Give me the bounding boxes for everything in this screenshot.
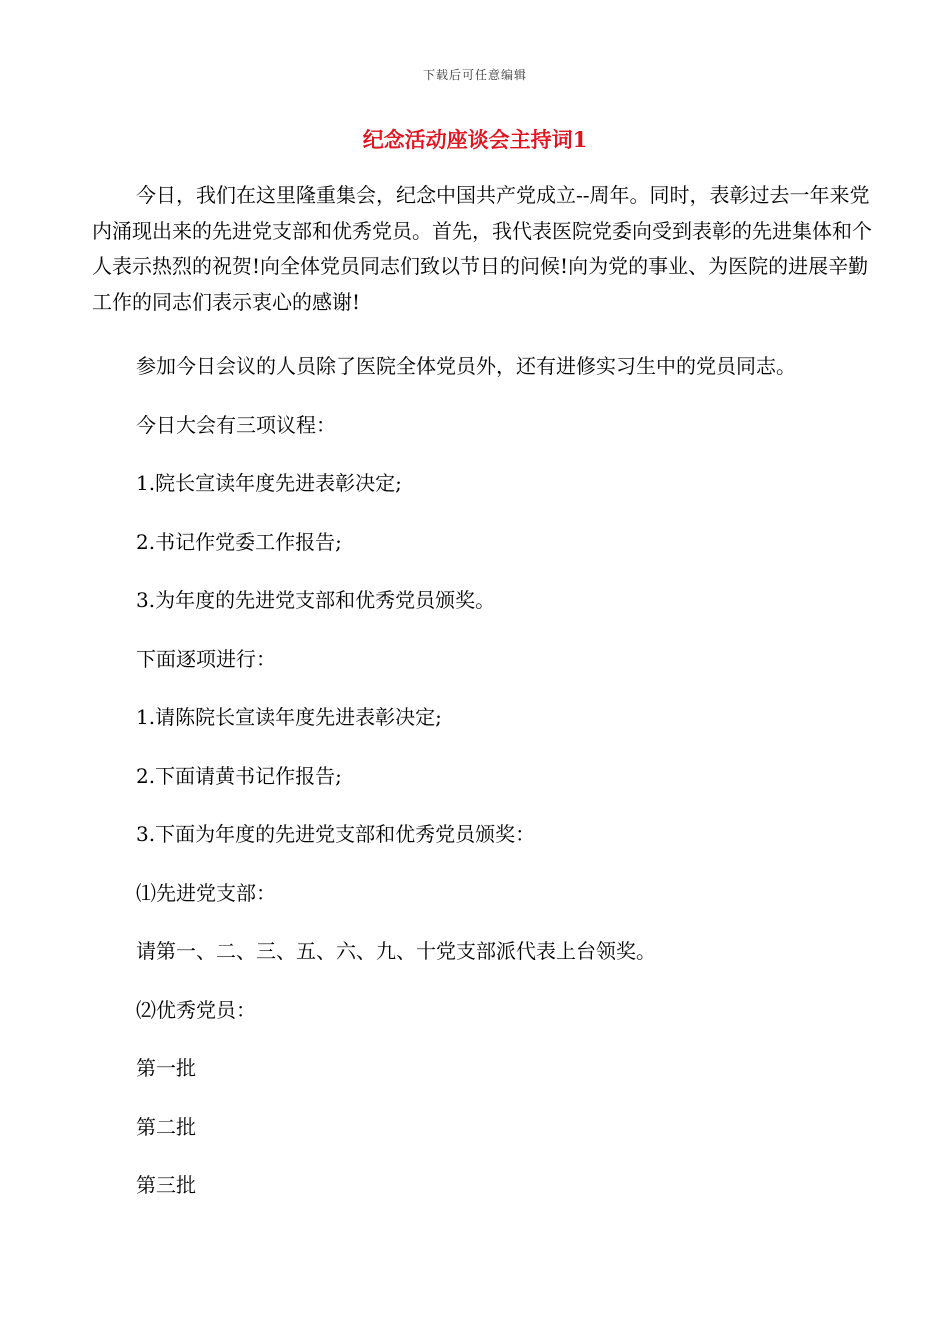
member-heading: ⑵优秀党员： xyxy=(136,998,256,1022)
agenda-item-2: 2.书记作党委工作报告; xyxy=(136,530,342,554)
agenda-item-3: 3.为年度的先进党支部和优秀党员颁奖。 xyxy=(136,588,496,612)
proceed-item-3: 3.下面为年度的先进党支部和优秀党员颁奖： xyxy=(136,822,536,846)
agenda-item-1: 1.院长宣读年度先进表彰决定; xyxy=(136,471,402,495)
batch-3: 第三批 xyxy=(136,1173,196,1197)
document-title: 纪念活动座谈会主持词1 xyxy=(362,127,588,152)
attendees-paragraph: 参加今日会议的人员除了医院全体党员外，还有进修实习生中的党员同志。 xyxy=(136,354,796,378)
branch-heading: ⑴先进党支部： xyxy=(136,881,276,905)
proceed-item-1: 1.请陈院长宣读年度先进表彰决定; xyxy=(136,705,442,729)
proceed-heading: 下面逐项进行： xyxy=(136,647,276,671)
header-note: 下载后可任意编辑 xyxy=(422,68,527,82)
agenda-heading: 今日大会有三项议程： xyxy=(136,413,336,437)
batch-2: 第二批 xyxy=(136,1115,196,1139)
intro-paragraph: 今日，我们在这里隆重集会，纪念中国共产党成立--周年。同时，表彰过去一年来党内涌现出来的先进党支部和优秀党员。首先，我代表医院党委向受到表彰的先进集体和个人表示热烈的祝贺!向全体党员同志们致以节日的问候!向为党的事业、为医院的进展辛勤工作的同志们表示衷心的感谢! xyxy=(92,183,872,314)
proceed-item-2: 2.下面请黄书记作报告; xyxy=(136,764,342,788)
branch-award-text: 请第一、二、三、五、六、九、十党支部派代表上台领奖。 xyxy=(136,939,656,963)
batch-1: 第一批 xyxy=(136,1056,196,1080)
